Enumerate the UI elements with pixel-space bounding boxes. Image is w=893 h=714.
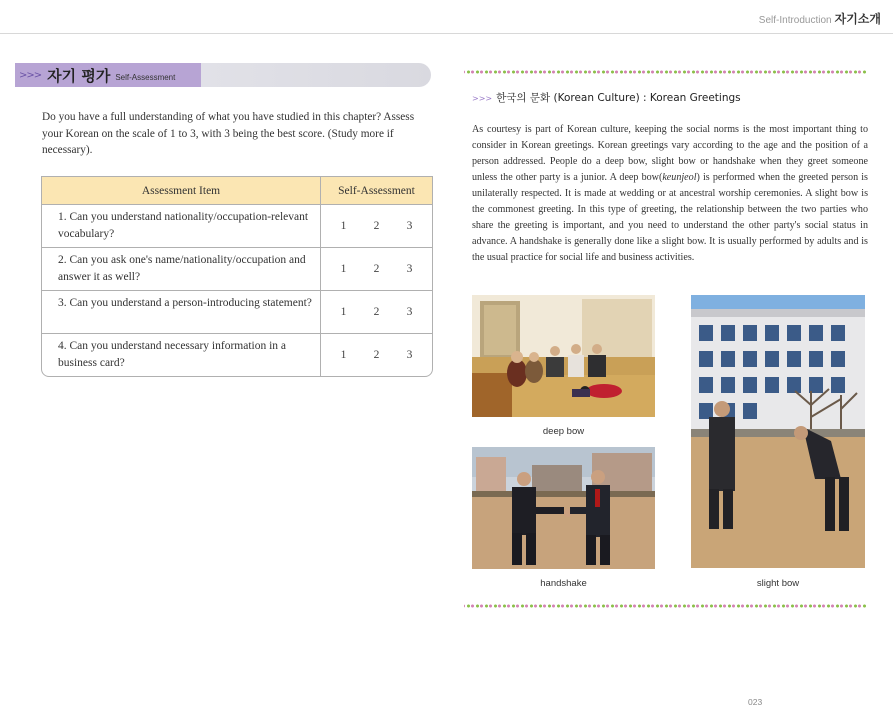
culture-text-part: As courtesy is part of Korean culture, keeping the social norms is the most important thing to consider in Korean greetings. Korean greetings vary according to the age and the position of a person addressed. People do a deep bow, slight bow or handshake when they greet someone unless the other party is a junior. A deep bow(	[472, 124, 868, 183]
score-option: 3	[406, 349, 413, 361]
page-number: 023	[748, 697, 763, 707]
self-assessment-heading	[15, 63, 201, 87]
section-arrows-icon: >>>	[472, 94, 493, 103]
score-options	[321, 291, 432, 333]
table-row	[42, 333, 432, 376]
score-options	[321, 248, 432, 290]
score-option: 1	[340, 220, 347, 232]
culture-heading	[472, 90, 741, 105]
score-option: 1	[340, 263, 347, 275]
culture-text	[472, 122, 868, 266]
score-option: 2	[373, 306, 380, 318]
handshake-caption: handshake	[540, 578, 587, 589]
running-head-english: Self-Introduction	[758, 15, 832, 26]
section-arrows-icon: >>>	[19, 69, 42, 81]
score-option: 3	[406, 220, 413, 232]
assessment-table-header	[42, 177, 432, 204]
assessment-item: 1. Can you understand nationality/occupation-relevant vocabulary?	[42, 205, 321, 247]
running-head-korean: 자기소개	[834, 12, 881, 26]
culture-text-part: ) is performed when the greeted person is unilaterally respected. It is made at wedding or at ancestral worship ceremonies. A slight bow is the commonest greeting. In this type of greeting, the relationship between the two parties who share the greeting is important, and you need to understand the other party's social status in advance. A handshake is generally done like a slight bow. It is usually performed by adults and is the usual practice for social life and business activities.	[472, 172, 868, 263]
table-row	[42, 290, 432, 333]
score-option: 3	[406, 263, 413, 275]
culture-title: 한국의 문화 (Korean Culture) : Korean Greetings	[496, 92, 741, 104]
dotted-divider-top-accent	[464, 70, 867, 74]
culture-term: keunjeol	[662, 172, 697, 183]
assessment-item: 4. Can you understand necessary information in a business card?	[42, 334, 321, 376]
handshake-photo	[472, 447, 655, 569]
score-option: 1	[340, 306, 347, 318]
table-row	[42, 204, 432, 247]
header-divider	[0, 33, 893, 34]
self-assessment-title-korean: 자기 평가	[47, 66, 111, 85]
score-option: 1	[340, 349, 347, 361]
slight-bow-caption: slight bow	[756, 578, 800, 589]
column-header-score: Self-Assessment	[338, 184, 415, 197]
assessment-item: 3. Can you understand a person-introducing statement?	[42, 291, 321, 333]
deep-bow-caption: deep bow	[542, 426, 585, 437]
self-assessment-title-english: Self-Assessment	[115, 72, 176, 82]
score-option: 2	[373, 349, 380, 361]
column-header-item: Assessment Item	[42, 177, 321, 204]
assessment-item: 2. Can you ask one's name/nationality/occupation and answer it as well?	[42, 248, 321, 290]
slight-bow-photo	[691, 295, 865, 568]
table-row	[42, 247, 432, 290]
deep-bow-photo	[472, 295, 655, 417]
running-head	[759, 10, 881, 27]
dotted-divider-bottom-accent	[464, 604, 867, 608]
score-option: 2	[373, 220, 380, 232]
score-options	[321, 205, 432, 247]
score-option: 3	[406, 306, 413, 318]
score-options	[321, 334, 432, 376]
score-option: 2	[373, 263, 380, 275]
assessment-instructions: Do you have a full understanding of what you have studied in this chapter? Assess your Korean on the scale of 1 to 3, with 3 being the best score. (Study more if necessary).	[42, 111, 415, 156]
assessment-table	[41, 176, 433, 377]
